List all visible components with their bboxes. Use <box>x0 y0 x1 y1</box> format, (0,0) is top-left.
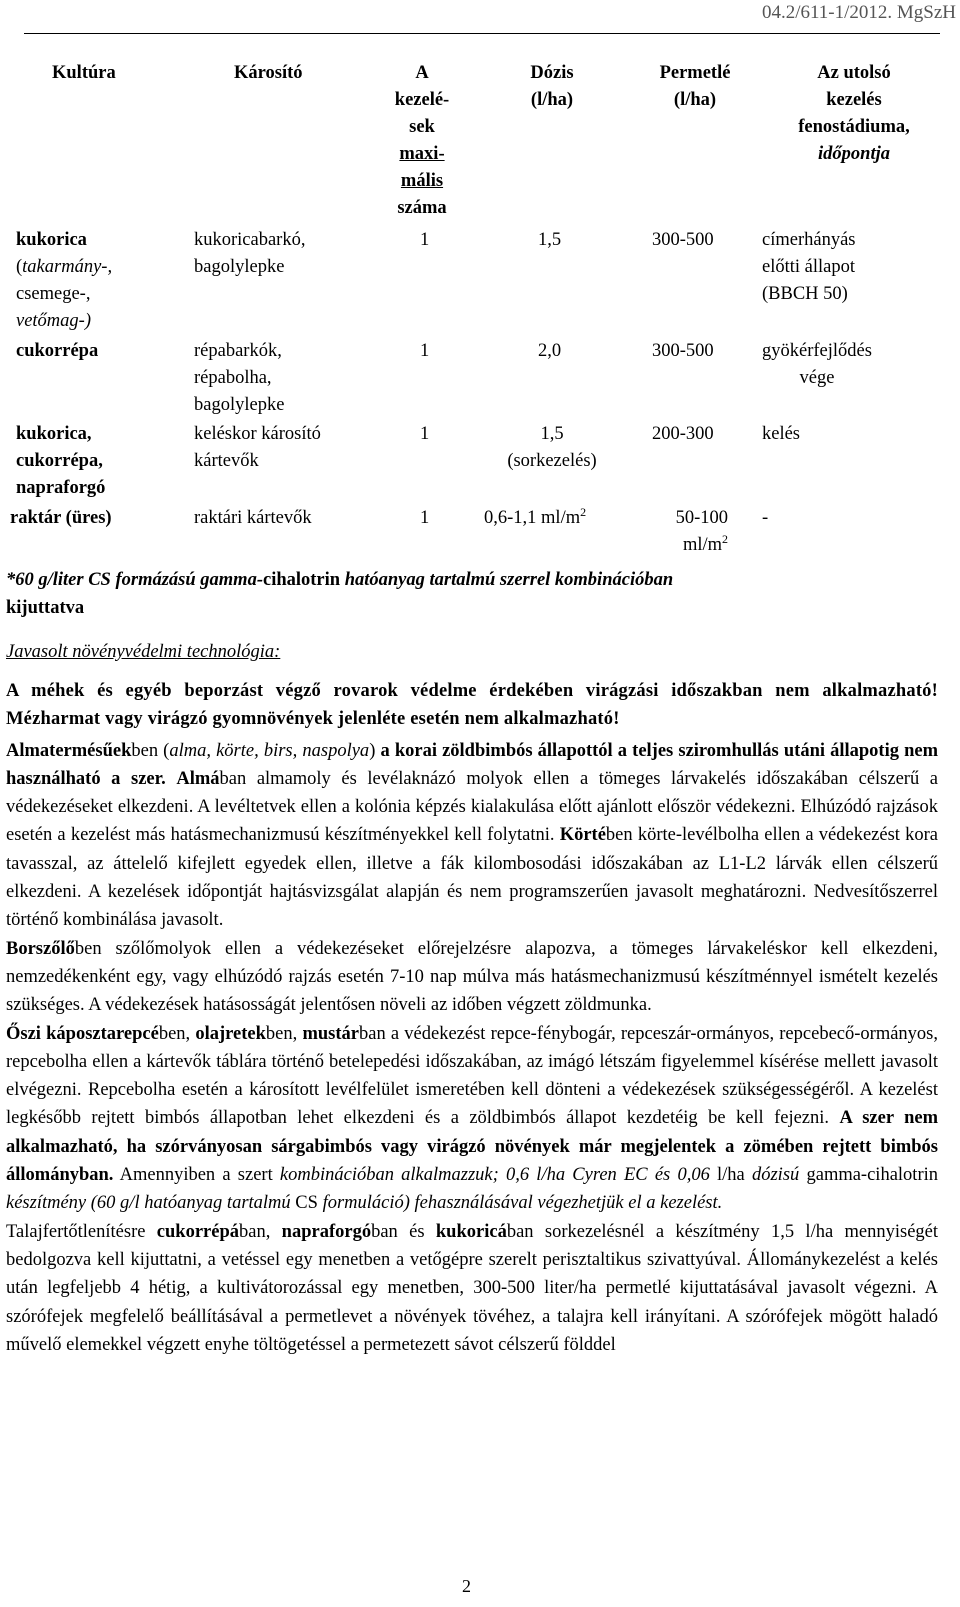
row3-dose: 1,5 (sorkezelés) <box>507 424 597 471</box>
row4-max: 1 <box>420 508 430 528</box>
row3-pest: keléskor károsító kártevők <box>194 424 321 471</box>
header-culture: Kultúra <box>52 63 116 83</box>
row4-spray: 50-100 $ml/m^2$ <box>675 508 728 555</box>
header-dose: Dózis (l/ha) <box>530 63 574 110</box>
section-title: Javasolt növényvédelmi technológia: <box>6 642 281 662</box>
row3-last: kelés <box>762 424 801 444</box>
document-reference: 04.2/611-1/2012. MgSzH <box>761 2 956 23</box>
row3-spray: 200-300 <box>652 424 714 444</box>
row4-pest: raktári kártevők <box>194 508 312 528</box>
row1-dose: 1,5 <box>538 230 562 250</box>
row4-dose: 0,6-1,1 $ml/m^2$ <box>484 505 587 528</box>
row4-last: - <box>762 508 769 528</box>
row2-max: 1 <box>420 341 430 361</box>
row1-spray: 300-500 <box>652 230 714 250</box>
header-pest: Károsító <box>234 63 303 83</box>
paragraph-rapeseed: Őszi káposztarepcében, olajretekben, mustárban a védekezést repce-fénybogár, repceszár-ormányos, repcebecő-ormányos, repcebolha ellen a kártevők táblára történő betelepedési időszakában, az imágó létszám figyelemmel kísérése mellett javasolt elvégezni. Repcebolha esetén a károsított levélfelület ismeretében kell dönteni a védekezések szükségességéről. A kezelést legkésőbb rejtett bimbós állapotban lehet elkezdeni és a zöldbimbós állapot kezdetéig be kell fejezni. A szer nem alkalmazható, ha szórványosan sárgabimbós vagy virágzó növények már megjelentek a zömében rejtett bimbós állományban. Amennyiben a szert kombinációban alkalmazzuk; 0,6 l/ha Cyren EC és 0,06 l/ha dózisú gamma-cihalotrin készítmény (60 g/l hatóanyag tartalmú CS formuláció) fehasználásával végezhetjük el a kezelést. <box>6 1023 939 1214</box>
paragraph-grape: Borszőlőben szőlőmolyok ellen a védekezéseket előrejelzésre alapozva, a tömeges lárvakeléskor kell elkezdeni, nemzedékenként egy, vagy elhúzódó rajzás esetén 7-10 nap múlva más hatásmechanizmusú készítménnyel ismételt kezelés szükséges. A védekezések hatásosságát jelentősen növeli az időben végzett zöldmunka. <box>6 938 938 1016</box>
row2-spray: 300-500 <box>652 341 714 361</box>
paragraph-soil-treatment: Talajfertőtlenítésre cukorrépában, napraforgóban és kukoricában sorkezelésnél a készítmény 1,5 l/ha mennyiségét bedolgozva kell kijuttatni, a vetéssel egy menetben a vetőgépre szerelt perisztaltikus szivattyúval. Állománykezelést a kelés után legfeljebb 4 hétig, a kultivátorozással egy menetben, 300-500 liter/ha permetlé kijuttatásával javasolt végezni. A szórófejek megfelelő beállításával a permetlevet a növények tövéhez, a talajra kell irányítani. A szórófejek mögött haladó művelő elemekkel végzett enyhe töltögetéssel a permetezett sávot célszerű földdel <box>6 1221 939 1355</box>
row3-max: 1 <box>420 424 430 444</box>
footnote: *60 g/liter CS formázású gamma-cihalotrin hatóanyag tartalmú szerrel kombinációban kijuttatva <box>6 570 674 618</box>
row1-max: 1 <box>420 230 430 250</box>
row3-culture: kukorica, cukorrépa, napraforgó <box>16 424 106 498</box>
row1-last: címerhányás előtti állapot (BBCH 50) <box>762 230 856 304</box>
paragraph-bee-warning: A méhek és egyéb beporzást végző rovarok védelme érdekében virágzási időszakban nem alkalmazható! Mézharmat vagy virágzó gyomnövények jelenléte esetén nem alkalmazható! <box>6 681 938 730</box>
row4-culture: raktár (üres) <box>10 508 112 528</box>
row2-last: gyökérfejlődés vége <box>762 341 872 388</box>
row1-culture: kukorica (takarmány-, csemege-, vetőmag-) <box>16 230 113 331</box>
paragraph-pome-fruit: Almatermésűekben (alma, körte, birs, naspolya) a korai zöldbimbós állapottól a teljes sziromhullás utáni állapotig nem használható a szer. Almában almamoly és levélaknázó molyok ellen a tömeges lárvakelés időszakában célszerű a védekezéseket elkezdeni. A levéltetvek ellen a kolónia képzés kialakulása előtt ajánlott először védekezni. Elhúzódó rajzások esetén a kezelést más hatásmechanizmusú készítményekkel kell folytatni. Körtében körte-levélbolha ellen a védekezést kora tavasszal, az áttelelő kifejlett egyedek ellen, illetve a fák kilombosodási időszakában az L1-L2 lárvák ellen célszerű elkezdeni. A kezelések időpontját hajtásvizsgálat alapján és nem programszerűen javasolt meghatározni. Nedvesítőszerrel történő kombinálása javasolt. <box>6 740 939 931</box>
page-number: 2 <box>462 1576 471 1596</box>
row1-pest: kukoricabarkó, bagolylepke <box>194 230 306 277</box>
header-spray-volume: Permetlé (l/ha) <box>659 63 731 110</box>
row2-pest: répabarkók, répabolha, bagolylepke <box>194 341 285 415</box>
pesticide-table <box>0 0 960 560</box>
row2-culture: cukorrépa <box>16 341 99 361</box>
header-last-treatment: Az utolsó kezelés fenostádiuma, időpontja <box>798 63 910 164</box>
row2-dose: 2,0 <box>538 341 562 361</box>
header-max-treatments: A kezelé- sek maxi- mális száma <box>394 63 450 218</box>
technology-text <box>6 677 938 1359</box>
